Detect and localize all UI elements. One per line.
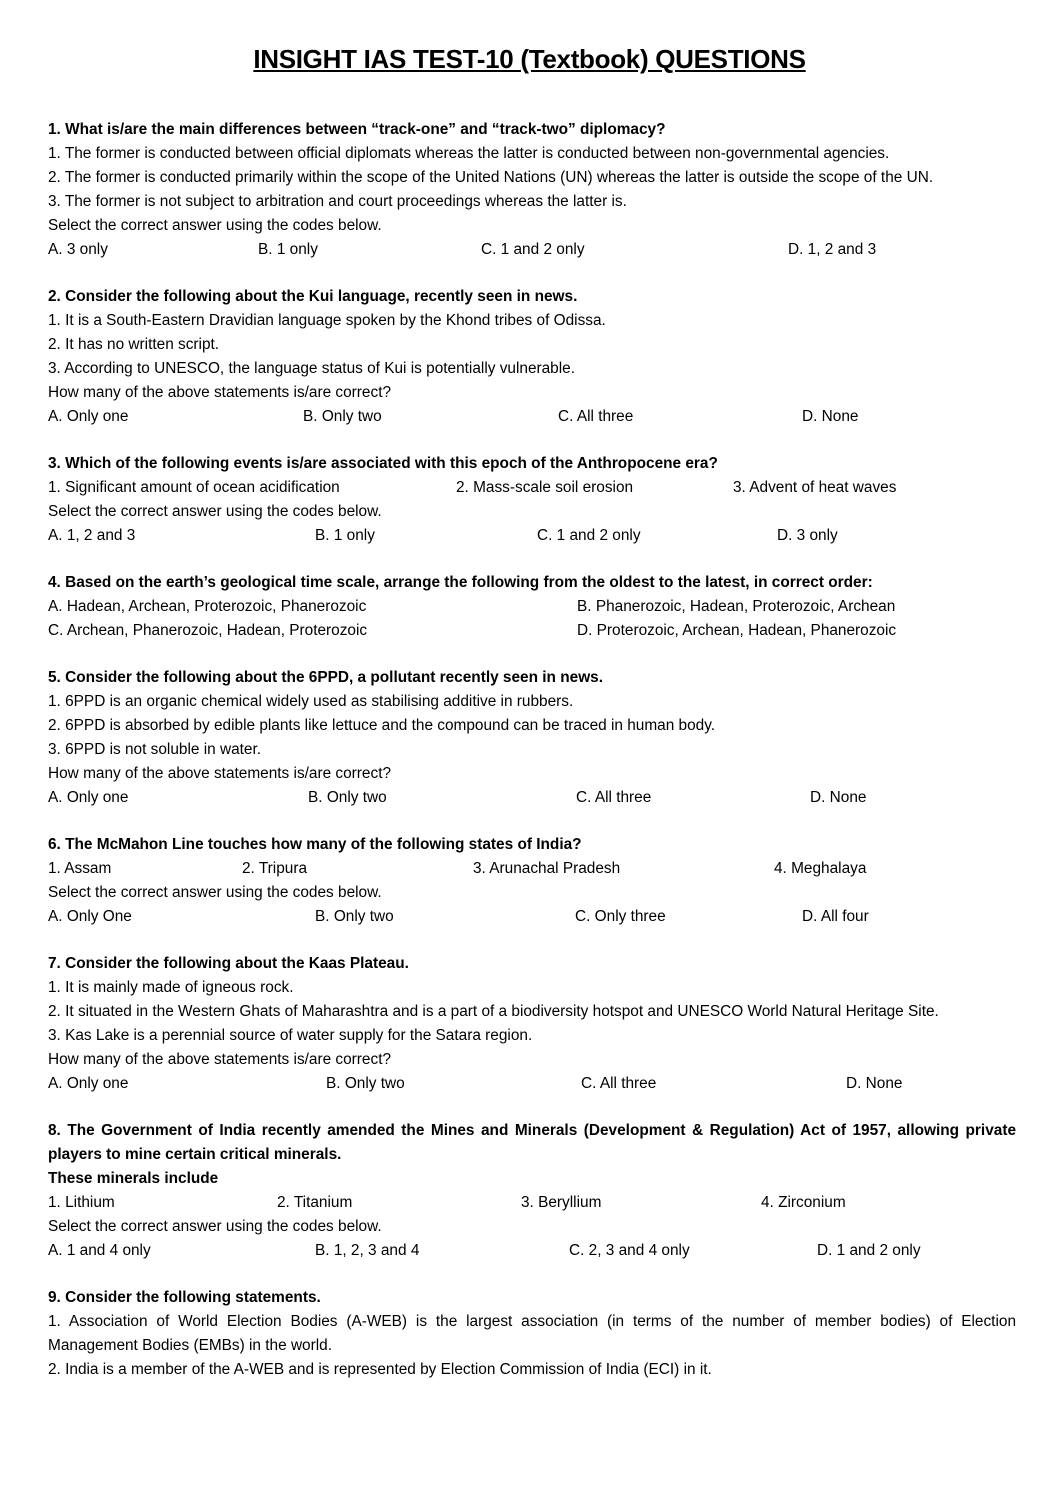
question-stem: 1. What is/are the main differences between “track-one” and “track-two” diplomacy? [48, 121, 666, 138]
option-item: D. None [802, 408, 859, 425]
option-item: A. 3 only [48, 241, 108, 258]
statement: Select the correct answer using the codes below. [48, 503, 382, 520]
option-item: B. Only two [315, 908, 394, 925]
option-item: B. Phanerozoic, Hadean, Proterozoic, Archean [577, 598, 896, 615]
option-item: D. 3 only [777, 527, 838, 544]
option-item: C. All three [581, 1075, 657, 1092]
question-stem: 4. Based on the earth’s geological time scale, arrange the following from the oldest to the latest, in correct order: [48, 574, 873, 591]
statement: Select the correct answer using the codes below. [48, 884, 382, 901]
option-item: B. 1 only [258, 241, 318, 258]
question-1 [48, 118, 1016, 262]
options-row [48, 1072, 1016, 1096]
option-item: A. Hadean, Archean, Proterozoic, Phanerozoic [48, 598, 367, 615]
statement: Select the correct answer using the codes below. [48, 217, 382, 234]
option-item: A. Only one [48, 789, 129, 806]
statement: 1. It is a South-Eastern Dravidian language spoken by the Khond tribes of Odissa. [48, 312, 606, 329]
option-item: 3. Beryllium [521, 1194, 602, 1211]
option-item: 4. Zirconium [761, 1194, 846, 1211]
question-stem: 8. The Government of India recently amended the Mines and Minerals (Development & Regulation) Act of 1957, allowing private players to mine certain critical minerals. [48, 1122, 1016, 1163]
statement: 3. 6PPD is not soluble in water. [48, 741, 262, 758]
options-row [48, 476, 1016, 500]
option-item: C. All three [576, 789, 652, 806]
options-row [48, 905, 1016, 929]
options-row [48, 1239, 1016, 1263]
option-item: C. 1 and 2 only [537, 527, 641, 544]
options-row [48, 619, 1016, 643]
option-item: B. 1, 2, 3 and 4 [315, 1242, 420, 1259]
option-item: 3. Advent of heat waves [733, 479, 897, 496]
option-item: D. None [846, 1075, 903, 1092]
question-8 [48, 1119, 1016, 1263]
option-item: 1. Lithium [48, 1194, 115, 1211]
statement: 3. Kas Lake is a perennial source of water supply for the Satara region. [48, 1027, 533, 1044]
question-stem: These minerals include [48, 1170, 219, 1187]
option-item: D. 1, 2 and 3 [788, 241, 877, 258]
question-stem: 3. Which of the following events is/are associated with this epoch of the Anthropocene era? [48, 455, 718, 472]
question-stem: 9. Consider the following statements. [48, 1289, 321, 1306]
option-item: C. Archean, Phanerozoic, Hadean, Proterozoic [48, 622, 368, 639]
option-item: B. Only two [308, 789, 387, 806]
statement: 1. It is mainly made of igneous rock. [48, 979, 294, 996]
statement: How many of the above statements is/are correct? [48, 1051, 392, 1068]
question-list [48, 118, 1016, 1405]
document-title: INSIGHT IAS TEST-10 (Textbook) QUESTIONS [253, 44, 806, 74]
option-item: C. 1 and 2 only [481, 241, 585, 258]
question-4 [48, 571, 1016, 643]
option-item: C. Only three [575, 908, 666, 925]
options-row [48, 786, 1016, 810]
option-item: B. Only two [303, 408, 382, 425]
statement: How many of the above statements is/are correct? [48, 384, 392, 401]
options-row [48, 524, 1016, 548]
option-item: 1. Assam [48, 860, 112, 877]
option-item: 2. Mass-scale soil erosion [456, 479, 634, 496]
options-row [48, 1191, 1016, 1215]
question-stem: 5. Consider the following about the 6PPD, a pollutant recently seen in news. [48, 669, 604, 686]
option-item: C. 2, 3 and 4 only [569, 1242, 690, 1259]
question-7 [48, 952, 1016, 1096]
statement: 2. India is a member of the A-WEB and is represented by Election Commission of India (ECI) in it. [48, 1361, 712, 1378]
statement: 3. According to UNESCO, the language status of Kui is potentially vulnerable. [48, 360, 576, 377]
question-stem: 6. The McMahon Line touches how many of the following states of India? [48, 836, 582, 853]
option-item: D. None [810, 789, 867, 806]
question-2 [48, 285, 1016, 429]
statement: 2. The former is conducted primarily within the scope of the United Nations (UN) whereas the latter is outside the scope of the UN. [48, 169, 934, 186]
option-item: A. Only One [48, 908, 132, 925]
statement: 1. Association of World Election Bodies (A-WEB) is the largest association (in terms of the number of member bodies) of Election Management Bodies (EMBs) in the world. [48, 1313, 1016, 1354]
question-9 [48, 1286, 1016, 1382]
options-row [48, 405, 1016, 429]
statement: 2. It situated in the Western Ghats of Maharashtra and is a part of a biodiversity hotspot and UNESCO World Natural Heritage Site. [48, 1003, 939, 1020]
question-stem: 2. Consider the following about the Kui language, recently seen in news. [48, 288, 578, 305]
option-item: D. 1 and 2 only [817, 1242, 921, 1259]
option-item: D. Proterozoic, Archean, Hadean, Phanerozoic [577, 622, 897, 639]
question-3 [48, 452, 1016, 548]
statement: 2. It has no written script. [48, 336, 220, 353]
question-stem: 7. Consider the following about the Kaas Plateau. [48, 955, 409, 972]
option-item: C. All three [558, 408, 634, 425]
option-item: B. 1 only [315, 527, 375, 544]
options-row [48, 595, 1016, 619]
option-item: A. Only one [48, 1075, 129, 1092]
options-row [48, 857, 1016, 881]
option-item: A. 1 and 4 only [48, 1242, 151, 1259]
option-item: 4. Meghalaya [774, 860, 867, 877]
statement: 1. 6PPD is an organic chemical widely used as stabilising additive in rubbers. [48, 693, 574, 710]
question-5 [48, 666, 1016, 810]
option-item: A. 1, 2 and 3 [48, 527, 136, 544]
statement: 1. The former is conducted between official diplomats whereas the latter is conducted between non-governmental agencies. [48, 145, 890, 162]
question-6 [48, 833, 1016, 929]
option-item: 3. Arunachal Pradesh [473, 860, 621, 877]
statement: 2. 6PPD is absorbed by edible plants like lettuce and the compound can be traced in human body. [48, 717, 716, 734]
statement: How many of the above statements is/are correct? [48, 765, 392, 782]
option-item: B. Only two [326, 1075, 405, 1092]
option-item: D. All four [802, 908, 869, 925]
option-item: 2. Tripura [242, 860, 308, 877]
statement: Select the correct answer using the codes below. [48, 1218, 382, 1235]
option-item: 1. Significant amount of ocean acidification [48, 479, 340, 496]
option-item: A. Only one [48, 408, 129, 425]
statement: 3. The former is not subject to arbitration and court proceedings whereas the latter is. [48, 193, 627, 210]
options-row [48, 238, 1016, 262]
option-item: 2. Titanium [277, 1194, 353, 1211]
